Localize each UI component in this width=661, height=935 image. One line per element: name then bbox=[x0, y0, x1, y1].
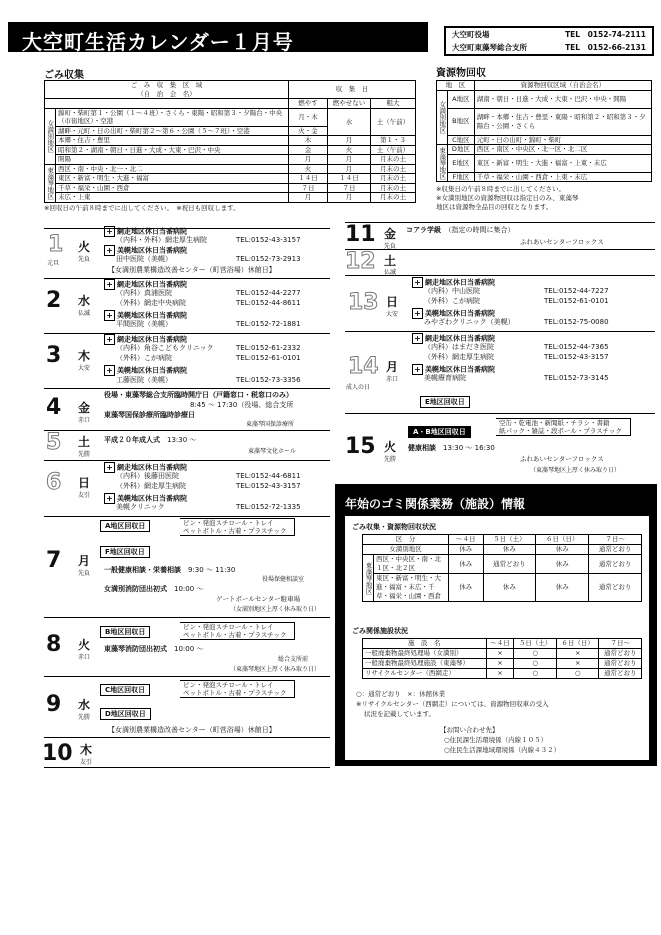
day-weekday: 月 bbox=[78, 554, 91, 568]
day-number: 10 bbox=[42, 741, 73, 766]
table-row: 本郷・住吉・豊里 木 月 第１・３ bbox=[45, 136, 416, 146]
day-weekday: 月 bbox=[386, 360, 399, 374]
page-title: 大空町生活カレンダー１月号 bbox=[22, 30, 294, 54]
day-number: 11 bbox=[345, 222, 376, 247]
facility-status-table: 施 設 名 ～４日 ５日（土） ６日（日） ７日～ 一般廃棄物最終処理場（女満別） × ○ × 通常どおり 一般廃棄物最終処理施設（東藻琴） × ○ × 通常どおり リサイクルセンター（西網走） × ○ ○ 通常どおり bbox=[362, 638, 642, 679]
cross-icon: + bbox=[104, 493, 115, 504]
table-row: 女満別地区 休み 休み 休み 通常どおり bbox=[363, 545, 642, 555]
table-row: 東区・新富・明生・大進・福富 １４日 １４日 月末の土 bbox=[45, 174, 416, 184]
district-tag-d: D地区回収日 bbox=[100, 708, 151, 720]
day-number: 13 bbox=[348, 290, 379, 315]
table-row: リサイクルセンター（西網走） × ○ ○ 通常どおり bbox=[363, 669, 642, 679]
garbage-table: ご み 収 集 区 域 （自 治 会 名） 収 集 日 燃やす 燃やせない 粗大 女満別地区 錦町・柴町第１・公園（１～４班）・さくら・東陽・昭和第３・夕陽台・中央（市街地区）・空港 月・木 水 土（午前） 湖畔・元町・日の出町・柴町第２～第６・公園（５～７班）・空港 火・金 本郷・住吉・豊里 木 月 第１・３ 昭和第２・湖南・朝日・日進・大成・大東・巴沢・中央 金 火 土（午前） 開陽 月 月 月末の土 東藻琴地区 西区・南・中央・北一・北二 火 月 月末の土 東区・新富・明生・大進・福富 １４日 １４日 月末の土 千草・福栄・山園・西倉 ７日 ７日 月末の土 末広・上東 月 月 月末の土 bbox=[44, 80, 416, 203]
header-cell: ご み 収 集 区 域 （自 治 会 名） bbox=[45, 81, 289, 99]
table-row: 東区・新富・明生・大進・福富・末広・千草・福栄・山園・西倉 休み 休み 休み 通常どおり bbox=[363, 574, 642, 602]
garbage-section-title: ごみ収集 bbox=[44, 70, 84, 81]
items-box: ビン・発泡スチロール・トレイ ペットボトル・古着・プラスチック bbox=[180, 622, 295, 640]
day-rokuyo: 友引 bbox=[80, 759, 93, 766]
cross-icon: + bbox=[412, 277, 423, 288]
table-row: E地区 東区・新富・明生・大進・福富・上東・末広 bbox=[437, 154, 652, 172]
day-number: 6 bbox=[46, 470, 62, 495]
table-row: 昭和第２・湖南・朝日・日進・大成・大東・巴沢・中央 金 火 土（午前） bbox=[45, 145, 416, 155]
day-weekday: 水 bbox=[78, 698, 91, 712]
day-rokuyo: 友引 bbox=[78, 492, 91, 499]
cross-icon: + bbox=[412, 364, 423, 375]
table-row: 東藻琴地区 西区・南・中央・北一・北二 火 月 月末の土 bbox=[45, 164, 416, 174]
day-weekday: 土 bbox=[78, 435, 91, 449]
table-row: F地区 千草・福栄・山園・西倉・上東・末広 bbox=[437, 172, 652, 182]
contact-box bbox=[444, 26, 654, 56]
day-weekday: 土 bbox=[384, 254, 397, 268]
day-rokuyo: 先負 bbox=[384, 243, 397, 250]
day-rokuyo: 先勝 bbox=[78, 714, 91, 721]
table-row: 女満別地区 A地区 湖南・朝日・日進・大成・大東・巴沢・中央・開陽 bbox=[437, 90, 652, 108]
day-rokuyo: 仏滅 bbox=[78, 310, 91, 317]
recycle-table: 地 区 資源物回収区域（自治会名） 女満別地区 A地区 湖南・朝日・日進・大成・大東・巴沢・中央・開陽 B地区 湖畔・本郷・住吉・豊里・東陽・昭和第２・昭和第３・夕陽台・公園・さくら C地区 元町・日の出町・錦町・柴町 東藻琴地区 D地区 西区・南区・中央区・北一区・北二区 E地区 東区・新富・明生・大進・福富・上東・末広 F地区 千草・福栄・山園・西倉・上東・末広 bbox=[436, 80, 652, 182]
day-rokuyo: 大安 bbox=[78, 365, 91, 372]
items-box: 空缶・乾電池・新聞紙・チラシ・書籍 紙パック・雑誌・段ボール・プラスチック bbox=[496, 418, 631, 436]
items-box: ビン・発泡スチロール・トレイ ペットボトル・古着・プラスチック bbox=[180, 518, 295, 536]
day-rokuyo: 先勝 bbox=[78, 451, 91, 458]
day-number: 3 bbox=[46, 343, 62, 368]
day-number: 9 bbox=[46, 692, 62, 717]
day-weekday: 木 bbox=[80, 743, 93, 757]
circle-icon: ○ bbox=[444, 746, 450, 754]
district-tag-a: A地区回収日 bbox=[100, 520, 150, 532]
day-weekday: 日 bbox=[386, 295, 399, 309]
items-box: ビン・発泡スチロール・トレイ ペットボトル・古着・プラスチック bbox=[180, 680, 295, 698]
table-row: 千草・福栄・山園・西倉 ７日 ７日 月末の土 bbox=[45, 183, 416, 193]
table-row: 湖畔・元町・日の出町・柴町第２～第６・公園（５～７班）・空港 火・金 bbox=[45, 126, 416, 136]
circle-icon: ○ bbox=[444, 736, 450, 744]
day-rokuyo: 先負 bbox=[78, 570, 91, 577]
district-tag-b: B地区回収日 bbox=[100, 626, 150, 638]
table-row: B地区 湖畔・本郷・住吉・豊里・東陽・昭和第２・昭和第３・夕陽台・公園・さくら bbox=[437, 108, 652, 135]
table-row: 東藻琴地区 D地区 西区・南区・中央区・北一区・北二区 bbox=[437, 145, 652, 155]
recycle-note: ※収集日の午前８時までに出してください。 ※女満別地区の資源物回収は指定日のみ、東藻琴 地区は資源物全品目の回収となります。 bbox=[436, 185, 579, 211]
table-row: 一般廃棄物最終処理場（女満別） × ○ × 通常どおり bbox=[363, 649, 642, 659]
day-weekday: 金 bbox=[78, 401, 91, 415]
day-number: 12 bbox=[345, 249, 376, 274]
garbage-note: ※回収日の午前８時までに出してください。 ※祝日も回収します。 bbox=[44, 204, 240, 212]
collection-status-table: 区 分 ～４日 ５日（土） ６日（日） ７日～ 女満別地区 休み 休み 休み 通常どおり 東藻琴地区 西区・中央区・南・北１区・北２区 休み 通常どおり 休み 通常どおり 東区・新富・明生・大進・福富・末広・千草・福栄・山園・西倉 休み 休み 休み 通常どおり bbox=[362, 534, 642, 602]
day-weekday: 日 bbox=[78, 476, 91, 490]
district-tag-ab: A・B地区回収日 bbox=[408, 426, 471, 438]
cross-icon: + bbox=[104, 279, 115, 290]
day-rokuyo: 赤口 bbox=[78, 417, 91, 424]
cross-icon: + bbox=[412, 333, 423, 344]
holiday-label: 成人の日 bbox=[346, 384, 371, 391]
table-row: 開陽 月 月 月末の土 bbox=[45, 155, 416, 165]
day-number: 14 bbox=[348, 354, 379, 379]
contact-row: 大空町役場 TEL 0152-74-2111 bbox=[452, 30, 646, 39]
cross-icon: + bbox=[104, 226, 115, 237]
header-cell: 収 集 日 bbox=[289, 81, 416, 99]
day-weekday: 水 bbox=[78, 294, 91, 308]
day-rokuyo: 仏滅 bbox=[384, 269, 397, 276]
day-rokuyo: 赤口 bbox=[386, 376, 399, 383]
day-rokuyo: 先負 bbox=[78, 256, 91, 263]
day-weekday: 金 bbox=[384, 227, 397, 241]
day-number: 5 bbox=[46, 430, 62, 455]
contact-row: 大空町東藻琴総合支所 TEL 0152-66-2131 bbox=[452, 43, 646, 52]
district-tag-f: F地区回収日 bbox=[100, 546, 150, 558]
day-number: 8 bbox=[46, 632, 62, 657]
cross-icon: + bbox=[104, 310, 115, 321]
day-rokuyo: 赤口 bbox=[78, 654, 91, 661]
table-row: 東藻琴地区 西区・中央区・南・北１区・北２区 休み 通常どおり 休み 通常どおり bbox=[363, 555, 642, 574]
day-number: 1 bbox=[48, 232, 64, 257]
table-row: 女満別地区 錦町・柴町第１・公園（１～４班）・さくら・東陽・昭和第３・夕陽台・中央（市街地区）・空港 月・木 水 土（午前） bbox=[45, 108, 416, 126]
cross-icon: + bbox=[104, 334, 115, 345]
district-tag-c: C地区回収日 bbox=[100, 684, 150, 696]
day-weekday: 火 bbox=[384, 440, 397, 454]
day-number: 2 bbox=[46, 288, 62, 313]
table-row: C地区 元町・日の出町・錦町・柴町 bbox=[437, 135, 652, 145]
cross-icon: + bbox=[104, 245, 115, 256]
day-rokuyo: 先勝 bbox=[384, 456, 397, 463]
cross-icon: + bbox=[412, 308, 423, 319]
day-number: 7 bbox=[46, 548, 62, 573]
cross-icon: + bbox=[104, 462, 115, 473]
day-number: 15 bbox=[345, 434, 376, 459]
cross-icon: + bbox=[104, 365, 115, 376]
day-weekday: 木 bbox=[78, 349, 91, 363]
recycle-section-title: 資源物回収 bbox=[436, 68, 486, 79]
newyear-title: 年始のゴミ関係業務（施設）情報 bbox=[345, 497, 526, 511]
day-rokuyo: 大安 bbox=[386, 311, 399, 318]
day-number: 4 bbox=[46, 395, 62, 420]
day-weekday: 火 bbox=[78, 638, 91, 652]
table-row: 末広・上東 月 月 月末の土 bbox=[45, 193, 416, 203]
district-tag-e: E地区回収日 bbox=[420, 396, 470, 408]
holiday-label: 元旦 bbox=[47, 260, 60, 267]
day-weekday: 火 bbox=[78, 240, 91, 254]
table-row: 一般廃棄物最終処理施設（東藻琴） × ○ × 通常どおり bbox=[363, 659, 642, 669]
